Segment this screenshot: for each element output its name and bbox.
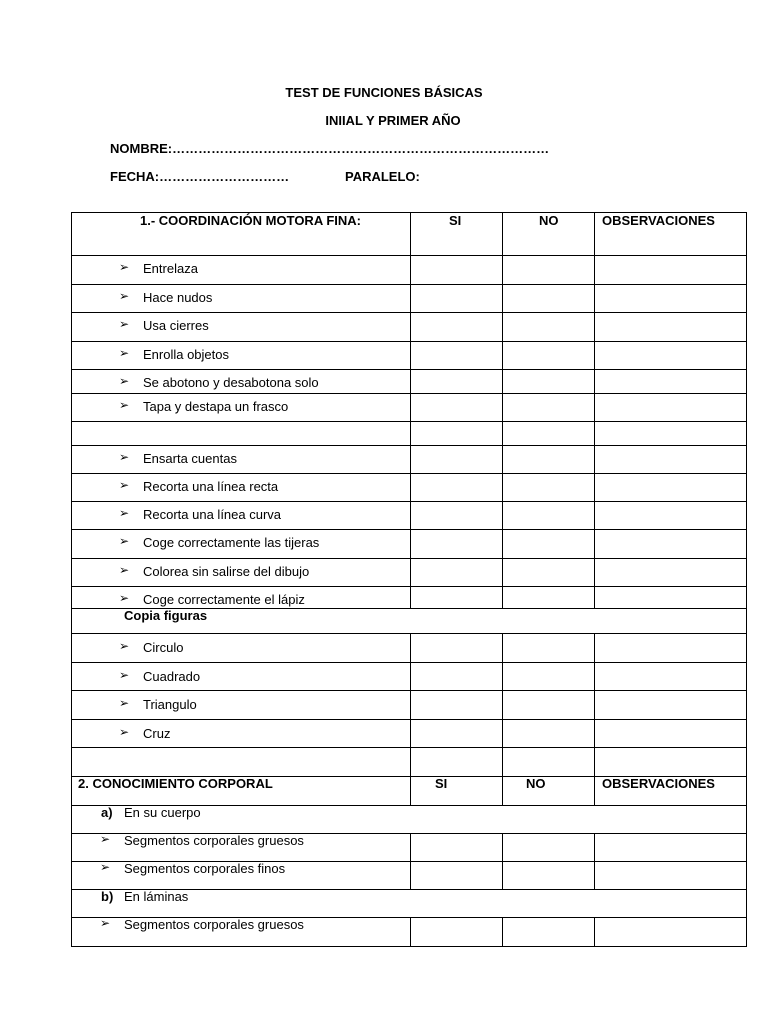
section1-row-7-no-cell[interactable]	[502, 445, 595, 474]
list-item: Entrelaza	[143, 261, 198, 276]
copia-row-3-no-cell[interactable]	[502, 719, 595, 748]
section1-row-12-no-cell[interactable]	[502, 586, 595, 609]
list-item: Tapa y destapa un frasco	[143, 399, 289, 414]
subsection-label: En su cuerpo	[124, 805, 201, 820]
section2-b-item-0-si-cell[interactable]	[410, 917, 503, 947]
list-item: Circulo	[143, 640, 184, 655]
copia-row-4-si-cell[interactable]	[410, 747, 503, 777]
section1-row-10-si-cell[interactable]	[410, 529, 503, 559]
copia-row-1-si-cell[interactable]	[410, 662, 503, 691]
arrowhead-bullet-icon: ➢	[119, 450, 130, 464]
section1-row-2-si-cell[interactable]	[410, 312, 503, 342]
copia-row-2-si-cell[interactable]	[410, 690, 503, 720]
copia-row-3-si-cell[interactable]	[410, 719, 503, 748]
list-item: Cruz	[143, 726, 171, 741]
section1-row-1-si-cell[interactable]	[410, 284, 503, 313]
subsection-label: En láminas	[124, 889, 189, 904]
parallel-field-label: PARALELO:	[345, 169, 420, 184]
section2-b-item-0-no-cell[interactable]	[502, 917, 595, 947]
section2-a-item-0-observaciones-cell[interactable]	[594, 833, 747, 862]
section1-row-7-observaciones-cell[interactable]	[594, 445, 747, 474]
section1-row-8-si-cell[interactable]	[410, 473, 503, 502]
copia-row-1-no-cell[interactable]	[502, 662, 595, 691]
no-column-header: NO	[539, 213, 559, 228]
section1-row-0-no-cell[interactable]	[502, 255, 595, 285]
arrowhead-bullet-icon: ➢	[119, 289, 130, 303]
arrowhead-bullet-icon: ➢	[119, 591, 130, 605]
list-item: Ensarta cuentas	[143, 451, 237, 466]
arrowhead-bullet-icon: ➢	[100, 916, 111, 930]
section1-row-2-no-cell[interactable]	[502, 312, 595, 342]
section1-row-4-si-cell[interactable]	[410, 369, 503, 394]
list-item: Triangulo	[143, 697, 197, 712]
section1-row-6-si-cell[interactable]	[410, 421, 503, 446]
arrowhead-bullet-icon: ➢	[119, 696, 130, 710]
subsection-letter: b)	[101, 889, 114, 904]
section1-row-5-si-cell[interactable]	[410, 393, 503, 422]
observaciones-column-header: OBSERVACIONES	[602, 213, 715, 228]
copia-row-2-no-cell[interactable]	[502, 690, 595, 720]
section2-header-si-cell[interactable]	[410, 776, 503, 806]
section2-a-item-1-observaciones-cell[interactable]	[594, 861, 747, 890]
list-item: Recorta una línea recta	[143, 479, 279, 494]
arrowhead-bullet-icon: ➢	[119, 725, 130, 739]
list-item: Se abotono y desabotona solo	[143, 375, 319, 390]
section2-b-item-0-observaciones-cell[interactable]	[594, 917, 747, 947]
copia-figuras-title: Copia figuras	[124, 608, 208, 623]
section1-row-11-si-cell[interactable]	[410, 558, 503, 587]
arrowhead-bullet-icon: ➢	[119, 478, 130, 492]
section1-row-12-si-cell[interactable]	[410, 586, 503, 609]
arrowhead-bullet-icon: ➢	[119, 639, 130, 653]
section1-row-5-observaciones-cell[interactable]	[594, 393, 747, 422]
list-item: Coge correctamente las tijeras	[143, 535, 320, 550]
copia-row-3-observaciones-cell[interactable]	[594, 719, 747, 748]
si-column-header: SI	[435, 776, 448, 791]
section2-a-item-0-si-cell[interactable]	[410, 833, 503, 862]
copia-row-0-no-cell[interactable]	[502, 633, 595, 663]
section1-row-1-no-cell[interactable]	[502, 284, 595, 313]
section1-row-7-si-cell[interactable]	[410, 445, 503, 474]
arrowhead-bullet-icon: ➢	[119, 506, 130, 520]
no-column-header: NO	[526, 776, 546, 791]
arrowhead-bullet-icon: ➢	[119, 398, 130, 412]
copia-row-1-observaciones-cell[interactable]	[594, 662, 747, 691]
copia-row-0-observaciones-cell[interactable]	[594, 633, 747, 663]
section1-row-9-si-cell[interactable]	[410, 501, 503, 530]
list-item: Cuadrado	[143, 669, 201, 684]
copia-row-4-no-cell[interactable]	[502, 747, 595, 777]
section1-row-5-no-cell[interactable]	[502, 393, 595, 422]
section1-row-6-no-cell[interactable]	[502, 421, 595, 446]
section1-row-0-observaciones-cell[interactable]	[594, 255, 747, 285]
section1-row-9-no-cell[interactable]	[502, 501, 595, 530]
list-item: Segmentos corporales finos	[124, 861, 286, 876]
evaluation-table	[71, 212, 746, 947]
list-item: Enrolla objetos	[143, 347, 229, 362]
section1-row-6-observaciones-cell[interactable]	[594, 421, 747, 446]
list-item: Colorea sin salirse del dibujo	[143, 564, 310, 579]
section1-row-9-observaciones-cell[interactable]	[594, 501, 747, 530]
section1-row-1-observaciones-cell[interactable]	[594, 284, 747, 313]
arrowhead-bullet-icon: ➢	[119, 317, 130, 331]
list-item: Usa cierres	[143, 318, 209, 333]
document-subtitle: INIIAL Y PRIMER AÑO	[325, 113, 461, 128]
section1-row-8-observaciones-cell[interactable]	[594, 473, 747, 502]
section1-row-4-no-cell[interactable]	[502, 369, 595, 394]
section1-row-4-observaciones-cell[interactable]	[594, 369, 747, 394]
section2-header-no-cell[interactable]	[502, 776, 595, 806]
list-item: Segmentos corporales gruesos	[124, 917, 304, 932]
section1-row-2-observaciones-cell[interactable]	[594, 312, 747, 342]
copia-row-4-label-cell	[71, 747, 411, 777]
section1-row-11-observaciones-cell[interactable]	[594, 558, 747, 587]
date-field-label: FECHA:…………………………	[110, 169, 290, 184]
section1-row-0-si-cell[interactable]	[410, 255, 503, 285]
section1-row-10-observaciones-cell[interactable]	[594, 529, 747, 559]
arrowhead-bullet-icon: ➢	[100, 860, 111, 874]
list-item: Hace nudos	[143, 290, 213, 305]
arrowhead-bullet-icon: ➢	[119, 346, 130, 360]
copia-row-0-si-cell[interactable]	[410, 633, 503, 663]
section1-row-6-label-cell	[71, 421, 411, 446]
si-column-header: SI	[449, 213, 462, 228]
subsection-letter: a)	[101, 805, 113, 820]
section1-row-8-no-cell[interactable]	[502, 473, 595, 502]
section2-a-item-1-si-cell[interactable]	[410, 861, 503, 890]
section2-a-item-1-no-cell[interactable]	[502, 861, 595, 890]
section2-a-item-0-no-cell[interactable]	[502, 833, 595, 862]
section1-row-11-no-cell[interactable]	[502, 558, 595, 587]
arrowhead-bullet-icon: ➢	[119, 563, 130, 577]
copia-row-2-observaciones-cell[interactable]	[594, 690, 747, 720]
section1-row-10-no-cell[interactable]	[502, 529, 595, 559]
document-title: TEST DE FUNCIONES BÁSICAS	[285, 85, 483, 100]
section1-row-3-si-cell[interactable]	[410, 341, 503, 370]
arrowhead-bullet-icon: ➢	[119, 260, 130, 274]
observaciones-column-header: OBSERVACIONES	[602, 776, 715, 791]
list-item: Recorta una línea curva	[143, 507, 282, 522]
arrowhead-bullet-icon: ➢	[119, 534, 130, 548]
copia-row-4-observaciones-cell[interactable]	[594, 747, 747, 777]
section1-title: 1.- COORDINACIÓN MOTORA FINA:	[140, 213, 361, 228]
section1-row-3-observaciones-cell[interactable]	[594, 341, 747, 370]
list-item: Segmentos corporales gruesos	[124, 833, 304, 848]
name-field-label: NOMBRE:……………………………………………………………………………	[110, 141, 550, 156]
list-item: Coge correctamente el lápiz	[143, 592, 305, 607]
section1-row-3-no-cell[interactable]	[502, 341, 595, 370]
arrowhead-bullet-icon: ➢	[100, 832, 111, 846]
section2-title: 2. CONOCIMIENTO CORPORAL	[78, 776, 273, 791]
arrowhead-bullet-icon: ➢	[119, 668, 130, 682]
section1-row-12-observaciones-cell[interactable]	[594, 586, 747, 609]
arrowhead-bullet-icon: ➢	[119, 374, 130, 388]
